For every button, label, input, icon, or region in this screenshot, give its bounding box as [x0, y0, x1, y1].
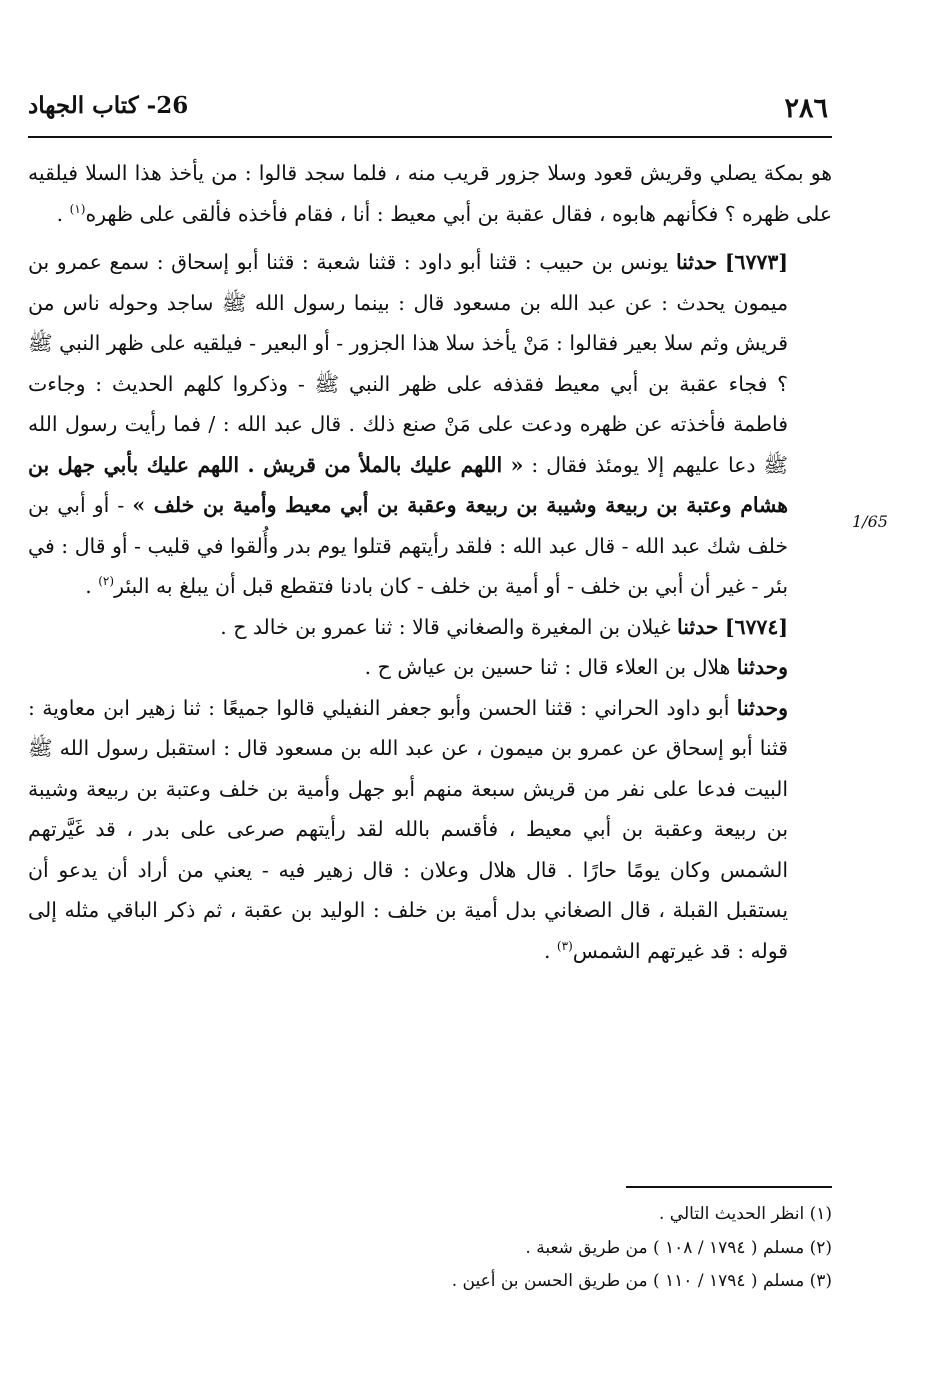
paragraph-continuation: هو بمكة يصلي وقريش قعود وسلا جزور قريب منه ، فلما سجد قالوا : من يأخذ هذا السلا فيلقيه على ظهره ؟ فكأنهم هابوه ، فقال عقبة بن أبي معيط : أنا ، فقام فأخذه فألقى على ظهره$^{(١)}$ .	[28, 161, 832, 226]
margin-reference: 1/65	[852, 512, 888, 531]
footnote-divider	[626, 1186, 832, 1188]
narration-keyword: وحدثنا	[736, 655, 788, 679]
footnote-1: (١) انظر الحديث التالي .	[659, 1204, 832, 1224]
hadith-6773: [٦٧٧٣] حدثنا يونس بن حبيب : قثنا أبو داود : قثنا شعبة : قثنا أبو إسحاق : سمع عمرو بن ميمون يحدث : عن عبد الله بن مسعود قال : بينما رسول الله ﷺ ساجد وحوله ناس من قريش وثم سلا بعير فقالوا : مَنْ يأخذ سلا هذا الجزور - أو البعير - فيلقيه على ظهر النبي ﷺ ؟ فجاء عقبة بن أبي معيط فقذفه على ظهر النبي ﷺ - وذكروا كلهم الحديث : وجاءت فاطمة فأخذته عن ظهره ودعت على مَنْ صنع ذلك . قال عبد الله : / فما رأيت رسول الله ﷺ دعا عليهم إلا يومئذ فقال : « اللهم عليك بالملأ من قريش . اللهم عليك بأبي جهل بن هشام وعتبة بن ربيعة وشيبة بن ربيعة وعقبة بن أبي معيط وأمية بن خلف » - أو أبي بن خلف شك عبد الله - قال عبد الله : فلقد رأيتهم قتلوا يوم بدر وأُلقوا في قليب - أو قال : في بئر - غير أن أبي بن خلف - أو أمية بن خلف - كان بادنا فتقطع قبل أن يبلغ به البئر$^{(٢)}$ .	[28, 250, 788, 598]
footnote-marker: (٣)	[556, 938, 573, 953]
isnad-line: وحدثنا هلال بن العلاء قال : ثنا حسين بن عياش ح .	[364, 655, 788, 679]
quoted-supplication: « اللهم عليك بالملأ من قريش . اللهم عليك بأبي جهل بن هشام وعتبة بن ربيعة وشيبة بن ربيعة وعقبة بن أبي معيط وأمية بن خلف »	[28, 452, 788, 517]
narration-keyword: حدثنا	[675, 250, 718, 274]
footnotes	[300, 1198, 832, 1299]
isnad-paragraph: وحدثنا أبو داود الحراني : قثنا الحسن وأبو جعفر النفيلي قالوا جميعًا : ثنا زهير ابن معاوية : قثنا أبو إسحاق عن عمرو بن ميمون ، عن عبد الله بن مسعود قال : استقبل رسول الله ﷺ البيت فدعا على نفر من قريش سبعة منهم أبو جهل وأمية بن خلف وعتبة بن ربيعة وشيبة بن ربيعة وعقبة بن أبي معيط ، فأقسم بالله لقد رأيتهم صرعى على بدر ، قد غَيَّرتهم الشمس وكان يومًا حارًا . قال هلال وعلان : قال زهير فيه - يعني من أراد أن يدعو أن يستقبل القبلة ، قال الصغاني بدل أمية بن خلف : الوليد بن عقبة ، ثم ذكر الباقي مثله إلى قوله : قد غيرتهم الشمس$^{(٣)}$ .	[28, 695, 788, 963]
hadith-number: [٦٧٧٤]	[724, 614, 788, 639]
chapter-title: 26- كتاب الجهاد	[28, 92, 189, 119]
hadith-number: [٦٧٧٣]	[724, 250, 788, 274]
narration-keyword: حدثنا	[677, 614, 719, 639]
narration-keyword: وحدثنا	[736, 695, 788, 720]
header-divider	[28, 136, 832, 138]
page-number: ٢٨٦	[784, 93, 828, 124]
footnote-3: (٣) مسلم ( ١٧٩٤ / ١١٠ ) من طريق الحسن بن أعين .	[451, 1271, 832, 1291]
hadith-6774: [٦٧٧٤] حدثنا غيلان بن المغيرة والصغاني قالا : ثنا عمرو بن خالد ح .	[220, 614, 788, 639]
main-text	[28, 153, 832, 971]
footnote-marker: (١)	[69, 201, 86, 216]
footnote-2: (٢) مسلم ( ١٧٩٤ / ١٠٨ ) من طريق شعبة .	[525, 1237, 832, 1258]
footnote-marker: (٢)	[98, 574, 115, 589]
